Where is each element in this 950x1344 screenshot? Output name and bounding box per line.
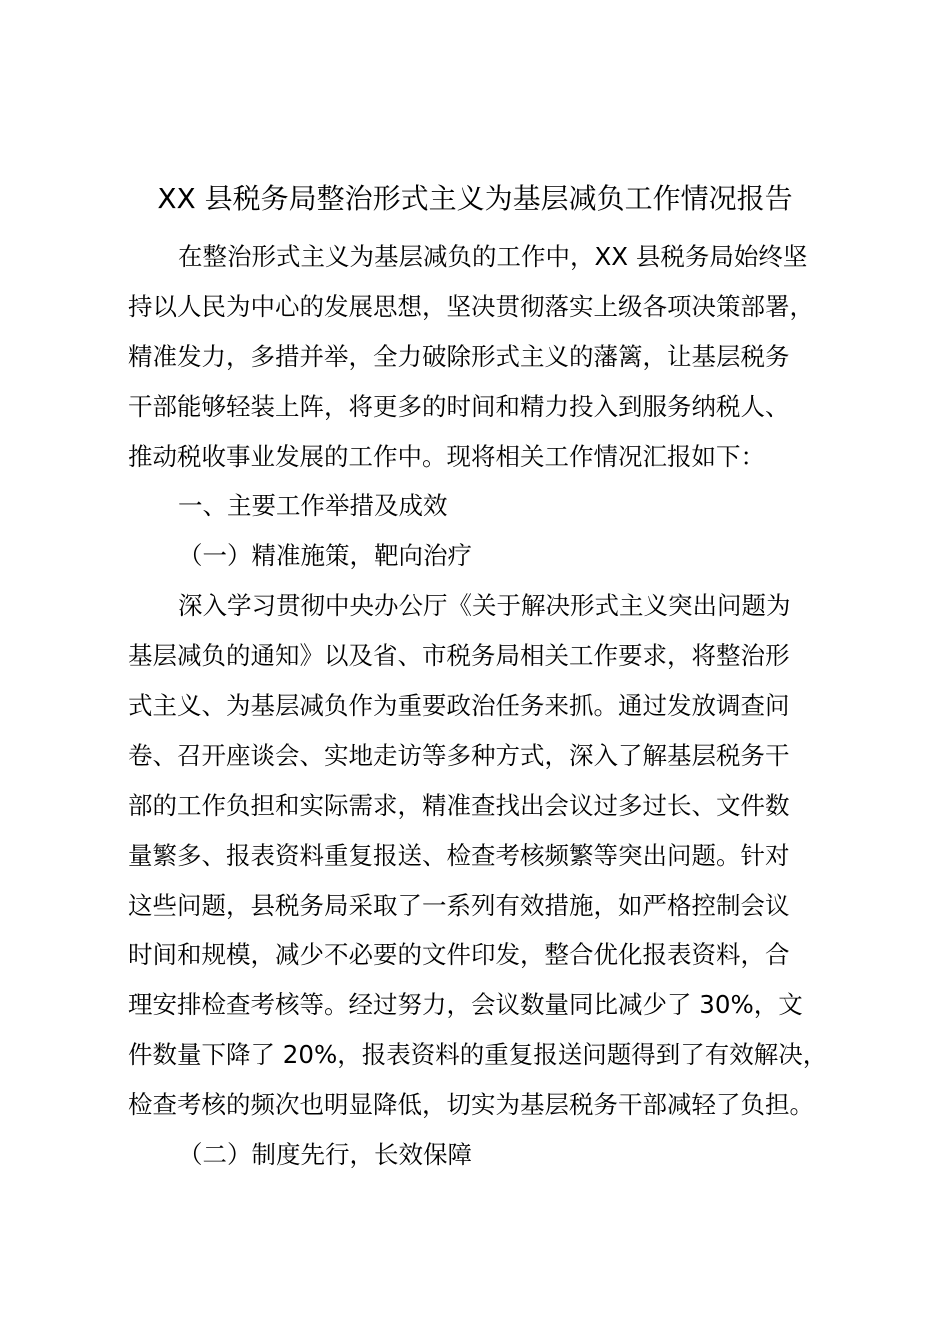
document-title: XX 县税务局整治形式主义为基层减负工作情况报告 [157,182,793,215]
paragraph-line: 卷、召开座谈会、实地走访等多种方式，深入了解基层税务干 [128,740,790,770]
paragraph-line: 件数量下降了 20%，报表资料的重复报送问题得到了有效解决， [128,1040,828,1070]
section-heading: 一、主要工作举措及成效 [178,491,448,521]
paragraph-line: 量繁多、报表资料重复报送、检查考核频繁等突出问题。针对 [128,840,790,870]
subsection-heading: （二）制度先行，长效保障 [178,1140,472,1170]
paragraph-line: 理安排检查考核等。经过努力，会议数量同比减少了 30%，文 [128,990,803,1020]
paragraph-line: 干部能够轻装上阵，将更多的时间和精力投入到服务纳税人、 [128,391,790,421]
paragraph-line: 时间和规模，减少不必要的文件印发，整合优化报表资料，合 [128,940,790,970]
paragraph-line: 精准发力，多措并举，全力破除形式主义的藩篱，让基层税务 [128,341,790,371]
paragraph-line: 这些问题，县税务局采取了一系列有效措施，如严格控制会议 [128,890,790,920]
paragraph-line: 基层减负的通知》以及省、市税务局相关工作要求，将整治形 [128,641,790,671]
paragraph-line: 式主义、为基层减负作为重要政治任务来抓。通过发放调查问 [128,691,790,721]
subsection-heading: （一）精准施策，靶向治疗 [178,541,472,571]
paragraph-line: 持以人民为中心的发展思想，坚决贯彻落实上级各项决策部署， [128,291,814,321]
paragraph-line: 在整治形式主义为基层减负的工作中，XX 县税务局始终坚 [178,242,808,271]
document-body [128,232,828,1180]
paragraph-line: 深入学习贯彻中央办公厅《关于解决形式主义突出问题为 [178,591,791,621]
paragraph-line: 部的工作负担和实际需求，精准查找出会议过多过长、文件数 [128,790,790,820]
paragraph-line: 推动税收事业发展的工作中。现将相关工作情况汇报如下： [128,441,765,471]
paragraph-line: 检查考核的频次也明显降低，切实为基层税务干部减轻了负担。 [128,1090,814,1120]
